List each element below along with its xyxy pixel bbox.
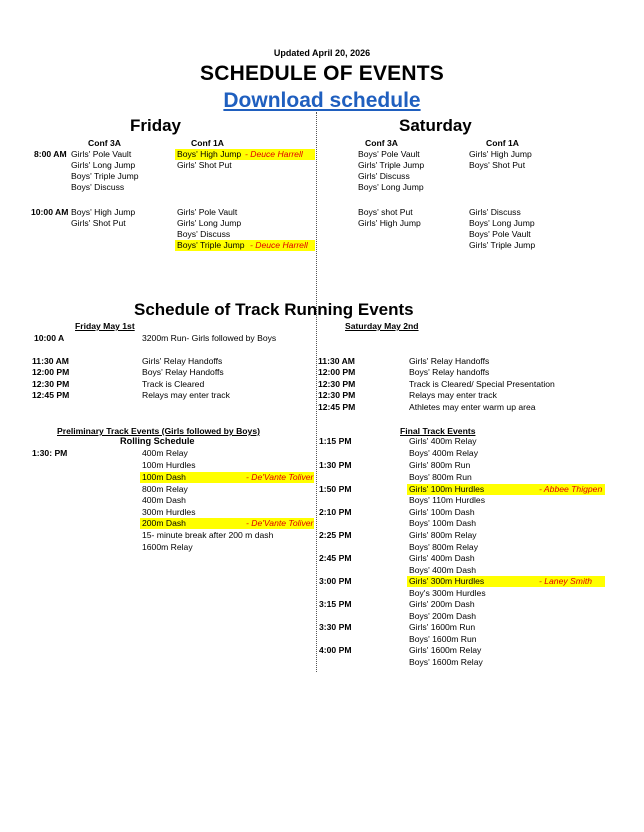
prelim-event: 400m Dash <box>142 495 186 505</box>
final-event: Girls' 1600m Run <box>409 622 476 632</box>
saturday-slot2-1a-event: Girls' Triple Jump <box>469 240 536 250</box>
prelim-event: 800m Relay <box>142 484 188 494</box>
saturday-track-event: Relays may enter track <box>409 390 497 400</box>
final-time: 1:30 PM <box>319 460 352 470</box>
friday-conf1a-header: Conf 1A <box>191 138 224 148</box>
saturday-slot2-1a-event: Girls' Discuss <box>469 207 521 217</box>
final-event: Girls' 800m Relay <box>409 530 477 540</box>
athlete-note: - De'Vante Toliver <box>246 472 314 482</box>
prelim-event: 300m Hurdles <box>142 507 196 517</box>
friday-track-event: Track is Cleared <box>142 379 205 389</box>
column-divider <box>316 112 317 672</box>
final-event: Boys' 400m Relay <box>409 448 478 458</box>
saturday-slot2-1a-event: Boys' Long Jump <box>469 218 535 228</box>
friday-slot2-time: 10:00 AM <box>31 207 69 217</box>
saturday-track-event: Girls' Relay Handoffs <box>409 356 490 366</box>
friday-slot1-3a-event: Girls' Long Jump <box>71 160 136 170</box>
friday-slot2-3a-event: Boys' High Jump <box>71 207 136 217</box>
final-event: Boys' 1600m Run <box>409 634 477 644</box>
friday-track-time: 12:00 PM <box>32 367 70 377</box>
friday-track-time: 11:30 AM <box>32 356 69 366</box>
final-event: Girls' 400m Dash <box>409 553 475 563</box>
final-event: Boy's 300m Hurdles <box>409 588 486 598</box>
prelim-event: 200m Dash <box>142 518 186 528</box>
friday-slot1-1a-event: Girls' Shot Put <box>177 160 232 170</box>
saturday-slot1-3a-event: Girls' Discuss <box>358 171 410 181</box>
friday-slot1-3a-event: Boys' Triple Jump <box>71 171 139 181</box>
final-time: 2:10 PM <box>319 507 352 517</box>
prelim-event: 100m Dash <box>142 472 186 482</box>
friday-track-time: 10:00 A <box>34 333 65 343</box>
saturday-track-event: Athletes may enter warm up area <box>409 402 536 412</box>
saturday-conf1a-header: Conf 1A <box>486 138 519 148</box>
friday-slot2-1a-event: Boys' Discuss <box>177 229 231 239</box>
final-time: 3:15 PM <box>319 599 352 609</box>
page-title: SCHEDULE OF EVENTS <box>200 62 444 85</box>
prelim-event: 15- minute break after 200 m dash <box>142 530 274 540</box>
final-time: 4:00 PM <box>319 645 352 655</box>
saturday-track-time: 12:30 PM <box>318 379 356 389</box>
friday-slot1-3a-event: Boys' Discuss <box>71 182 125 192</box>
prelim-event: 400m Relay <box>142 448 188 458</box>
friday-slot1-1a-event: Boys' High Jump <box>177 149 242 159</box>
final-event: Girls' 100m Dash <box>409 507 475 517</box>
download-schedule-link[interactable]: Download schedule <box>223 89 421 112</box>
saturday-slot2-3a-event: Girls' High Jump <box>358 218 421 228</box>
friday-slot1-3a-event: Girls' Pole Vault <box>71 149 132 159</box>
saturday-heading: Saturday <box>399 116 472 135</box>
final-time: 3:00 PM <box>319 576 352 586</box>
final-event: Boys' 200m Dash <box>409 611 477 621</box>
final-event: Girls' 100m Hurdles <box>409 484 485 494</box>
friday-track-time: 12:30 PM <box>32 379 70 389</box>
friday-slot2-1a-event: Girls' Pole Vault <box>177 207 238 217</box>
final-event: Boys' 400m Dash <box>409 565 477 575</box>
final-time: 1:15 PM <box>319 436 352 446</box>
updated-date: Updated April 20, 2026 <box>273 48 371 58</box>
saturday-track-time: 11:30 AM <box>318 356 355 366</box>
saturday-slot1-3a-event: Boys' Pole Vault <box>358 149 420 159</box>
saturday-track-event: Boys' Relay handoffs <box>409 367 490 377</box>
saturday-track-time: 12:45 PM <box>318 402 356 412</box>
friday-slot2-1a-event: Girls' Long Jump <box>177 218 242 228</box>
prelim-heading: Preliminary Track Events (Girls followed by Boys) <box>57 426 260 436</box>
final-event: Girls' 300m Hurdles <box>409 576 485 586</box>
final-time: 1:50 PM <box>319 484 352 494</box>
final-event: Boys' 800m Relay <box>409 542 478 552</box>
friday-track-event: Girls' Relay Handoffs <box>142 356 223 366</box>
friday-slot1-time: 8:00 AM <box>34 149 67 159</box>
saturday-slot1-3a-event: Boys' Long Jump <box>358 182 424 192</box>
saturday-track-event: Track is Cleared/ Special Presentation <box>409 379 555 389</box>
athlete-note: - Laney Smith <box>539 576 593 586</box>
saturday-slot1-1a-event: Boys' Shot Put <box>469 160 526 170</box>
prelim-event: 100m Hurdles <box>142 460 196 470</box>
final-time: 3:30 PM <box>319 622 352 632</box>
final-event: Girls' 800m Run <box>409 460 471 470</box>
friday-heading: Friday <box>130 116 182 135</box>
final-event: Girls' 400m Relay <box>409 436 477 446</box>
saturday-slot1-1a-event: Girls' High Jump <box>469 149 532 159</box>
friday-slot2-1a-event: Boys' Triple Jump <box>177 240 245 250</box>
saturday-conf3a-header: Conf 3A <box>365 138 398 148</box>
final-event: Girls' 200m Dash <box>409 599 475 609</box>
athlete-note: - Abbee Thigpen <box>539 484 603 494</box>
final-event: Boys' 800m Run <box>409 472 472 482</box>
final-event: Boys' 1600m Relay <box>409 657 483 667</box>
athlete-note: - De'Vante Toliver <box>246 518 314 528</box>
rolling-schedule-label: Rolling Schedule <box>120 436 195 446</box>
friday-track-heading: Friday May 1st <box>75 321 135 331</box>
friday-track-event: Relays may enter track <box>142 390 230 400</box>
prelim-time: 1:30: PM <box>32 448 68 458</box>
friday-conf3a-header: Conf 3A <box>88 138 121 148</box>
saturday-track-time: 12:00 PM <box>318 367 356 377</box>
final-event: Girls' 1600m Relay <box>409 645 482 655</box>
friday-slot2-3a-event: Girls' Shot Put <box>71 218 126 228</box>
prelim-event: 1600m Relay <box>142 542 193 552</box>
final-event: Boys' 100m Dash <box>409 518 477 528</box>
athlete-note: - Deuce Harrell <box>250 240 308 250</box>
saturday-slot2-1a-event: Boys' Pole Vault <box>469 229 531 239</box>
friday-track-time: 12:45 PM <box>32 390 70 400</box>
final-event: Boys' 110m Hurdles <box>409 495 485 505</box>
friday-track-event: 3200m Run- Girls followed by Boys <box>142 333 277 343</box>
saturday-track-time: 12:30 PM <box>318 390 356 400</box>
saturday-track-heading: Saturday May 2nd <box>345 321 419 331</box>
final-time: 2:25 PM <box>319 530 352 540</box>
athlete-note: - Deuce Harrell <box>245 149 303 159</box>
friday-track-event: Boys' Relay Handoffs <box>142 367 224 377</box>
saturday-slot1-3a-event: Girls' Triple Jump <box>358 160 425 170</box>
saturday-slot2-3a-event: Boys' shot Put <box>358 207 413 217</box>
final-time: 2:45 PM <box>319 553 352 563</box>
final-heading: Final Track Events <box>400 426 476 436</box>
track-schedule-title: Schedule of Track Running Events <box>134 300 414 319</box>
